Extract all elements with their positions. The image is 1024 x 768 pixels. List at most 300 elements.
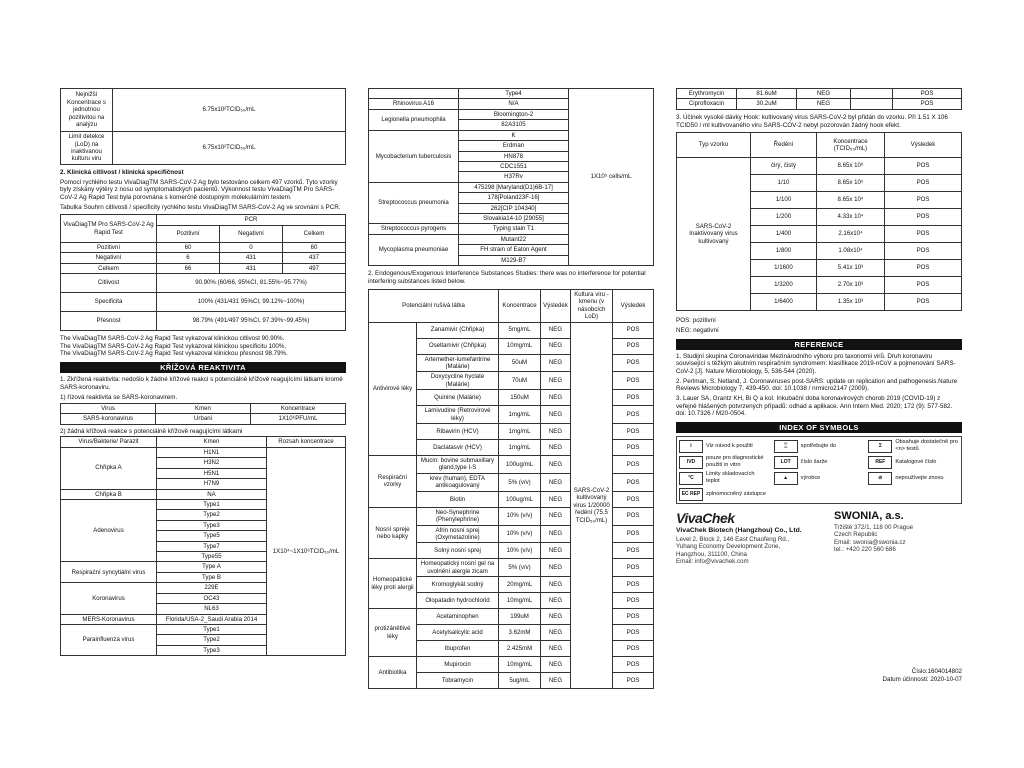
hook-dilution: 1/200 (751, 209, 817, 226)
hook-table (676, 132, 962, 311)
cont-strain: HN878 (459, 151, 569, 161)
pcr-row-label: Pozitivní (61, 242, 157, 252)
interf-header: Kultura viru - kmenu (v násobcích LoD) (571, 289, 613, 322)
cont-strain: FH strain of Eaton Agent (459, 245, 569, 255)
hook-dilution: 1/6400 (751, 294, 817, 311)
interf-culture-result: POS (613, 657, 654, 673)
interf-culture-result: POS (613, 354, 654, 372)
table-row (61, 447, 346, 457)
interf-substance: Olopatadin hydrochlorid (417, 593, 499, 609)
interf-substance: Daclatasvir (HCV) (417, 440, 499, 456)
cont-strain: Mutant22 (459, 234, 569, 244)
hook-concentration: 2.16x10⁴ (817, 226, 885, 243)
table-row (61, 293, 346, 312)
cross-strain: H3N2 (157, 458, 267, 468)
representative-name: SWONIA, a.s. (834, 510, 904, 523)
interf-concentration: 10% (v/v) (499, 507, 541, 525)
table-row (61, 253, 346, 263)
interf-result: NEG (541, 424, 571, 440)
sars-header: Kmen (156, 403, 251, 413)
table-row (677, 133, 962, 158)
interf-substance: Lamivudine (Retrovirové léky) (417, 406, 499, 424)
table-row (677, 89, 962, 99)
interf-culture-result: POS (613, 424, 654, 440)
hook-result: POS (885, 158, 962, 175)
table-row (61, 414, 346, 424)
interf-substance: Quinine (Malárie) (417, 390, 499, 406)
antibiotics-cont-table (676, 88, 962, 110)
interf-culture-result: POS (613, 372, 654, 390)
interf-culture: SARS-CoV-2 kultivovaný virus 1/20000 ředění (75.5 TCID₅₀/mL) (571, 322, 613, 689)
interf-substance: Biotin (417, 491, 499, 507)
hook-dilution: čirý, čistý (751, 158, 817, 175)
hook-sample-type: SARS-CoV-2 Inaktivovaný virus kultivovaný (677, 158, 751, 311)
hook-text: 3. Účinek vysoké dávky Hook: kultivovaný virus SARS-CoV-2 byl přidán do vzorku. Při 1.51 X 106 TCID50 / ml kultivovaného viru SARS-COV-2 nebyl pozorován žádný hook efekt. (676, 113, 948, 129)
interf-substance: Oseltamivir (Chřipka) (417, 338, 499, 354)
interf-culture-result: POS (613, 491, 654, 507)
cont-strain: N/A (459, 99, 569, 109)
cont-strain: 178[Poland23F-16] (459, 193, 569, 203)
hook-concentration: 4.33x 10⁴ (817, 209, 885, 226)
interf-concentration: 10mg/mL (499, 657, 541, 673)
interf-substance: Ciprofloxacin (677, 99, 737, 109)
table-row (61, 263, 346, 273)
table-row (369, 322, 654, 338)
pcr-value: 60 (283, 242, 346, 252)
cont-organism: Mycoplasma pneumoniae (369, 234, 459, 265)
cross-strain: Type5 (157, 531, 267, 541)
pcr-value: 431 (220, 263, 283, 273)
interf-culture (851, 89, 893, 99)
interf-category: Respirační vzorky (369, 456, 417, 508)
hook-header: Typ vzorku (677, 133, 751, 158)
symbol-entry (679, 455, 770, 469)
interf-result: NEG (541, 625, 571, 641)
lod-label: Nejnižší Koncentrace s jednotnou pozitivitou na analýzu (61, 89, 113, 132)
interf-substance: Kromoglykát sodný (417, 577, 499, 593)
pcr-value: 6 (157, 253, 220, 263)
pcr-value: 431 (220, 253, 283, 263)
pcr-metric-label: Citlivost (61, 274, 157, 293)
interf-concentration: 5% (v/v) (499, 559, 541, 577)
interf-substance: Neo-Synephrine (Phenylephrine) (417, 507, 499, 525)
symbols-grid (676, 436, 962, 504)
symbol-entry (679, 487, 770, 501)
interf-concentration: 2.425mM (499, 641, 541, 657)
cross-reactivity-title: KŘÍŽOVÁ REAKTIVITA (60, 362, 346, 373)
pcr-col-header: Negativní (220, 225, 283, 242)
cont-strain: M129-B7 (459, 255, 569, 265)
table-row (369, 89, 654, 99)
lod-value: 6.75x10²TCID₅₀/mL (113, 89, 346, 132)
symbol-entry (774, 455, 865, 469)
interf-header: Výsledek (613, 289, 654, 322)
interference-table (368, 289, 654, 690)
hook-dilution: 1/800 (751, 243, 817, 260)
hook-result: POS (885, 192, 962, 209)
interf-category: Nosní spreje nebo kapky (369, 507, 417, 559)
interf-result: NEG (541, 354, 571, 372)
pcr-value: 60 (157, 242, 220, 252)
interf-concentration: 5% (v/v) (499, 473, 541, 491)
cont-organism: Rhinovirus A16 (369, 99, 459, 109)
interf-culture (851, 99, 893, 109)
table-row (61, 312, 346, 331)
symbol-entry (868, 471, 959, 485)
effective-date: Datum účinnosti: 2020-10-07 (882, 675, 962, 683)
pcr-col-header: Pozitivní (157, 225, 220, 242)
interf-concentration: 5ug/mL (499, 673, 541, 689)
manufacturer-address (676, 536, 826, 566)
hook-dilution: 1/1600 (751, 260, 817, 277)
hook-result: POS (885, 243, 962, 260)
summary-line: The VivaDiagTM SARS-CoV-2 Ag Rapid Test vykazoval klinickou přesnost 98.79%. (60, 350, 288, 358)
cross-organism: Adenovirus (61, 499, 157, 562)
vivachek-logo: VivaChek (676, 510, 735, 527)
interf-header: Potenciální rušivá látka (369, 289, 499, 322)
interf-result: NEG (541, 641, 571, 657)
pcr-metric-value: 100% (431/431 95%CI, 99.12%~100%) (157, 293, 346, 312)
table-row (61, 215, 346, 225)
interf-culture-result: POS (613, 507, 654, 525)
pos-note: POS: pozitivní (676, 317, 716, 325)
hook-header: Ředění (751, 133, 817, 158)
address-line: tel.: +420 220 560 686 (834, 546, 896, 554)
interf-category: protizánětlivé léky (369, 609, 417, 657)
interf-culture-result: POS (613, 625, 654, 641)
table-row (61, 274, 346, 293)
interf-header: Koncentrace (499, 289, 541, 322)
interf-result: NEG (541, 406, 571, 424)
hook-header: Výsledek (885, 133, 962, 158)
hook-concentration: 1.35x 10³ (817, 294, 885, 311)
cont-strain: Typing stain T1 (459, 224, 569, 234)
column-1 (60, 88, 346, 656)
pcr-value: 437 (283, 253, 346, 263)
cross-organism: Parainfluenza virus (61, 625, 157, 656)
lod-label: Limit detekce (LoD) na inaktivanou kulturu viru (61, 132, 113, 165)
pcr-metric-value: 90.90% (60/66, 95%CI, 81.55%~95.77%) (157, 274, 346, 293)
symbol-icon: °C (679, 472, 703, 485)
symbol-label: výrobce (800, 474, 821, 481)
column-3 (676, 88, 962, 566)
interf-concentration: 1mg/mL (499, 440, 541, 456)
cross-text: 1. Zkřížená reaktivita: nedošlo k žádné křížové reakci s potenciálně křížově reagujícími látkami kromě SARS-koronaviru. (60, 375, 343, 391)
interf-concentration: 81.6uM (737, 89, 797, 99)
cont-strain: Type4 (459, 89, 569, 99)
pcr-row-label: Negativní (61, 253, 157, 263)
interf-result: NEG (541, 593, 571, 609)
interf-concentration: 100ug/mL (499, 456, 541, 474)
reference-item: 1. Studijní skupina Coronaviridae Mezinárodního výboru pro taxonomii virů. Druh koronaviru související s těžkým akutním respiračním syndromem: klasifikace 2019-nCoV a pojmenování SARS-CoV-2 [J]. Nature Microbiology, 5, 536-544 (2020). (676, 352, 956, 376)
cont-strain: CDC1551 (459, 161, 569, 171)
address-line: Email: info@vivachek.com (676, 558, 749, 566)
interf-concentration: 1mg/mL (499, 424, 541, 440)
cross-strain: Type55 (157, 552, 267, 562)
pcr-header: PCR (157, 215, 346, 225)
interf-concentration: 20mg/mL (499, 577, 541, 593)
cross-strain: Type2 (157, 635, 267, 645)
continued-cross-table (368, 88, 654, 266)
interf-concentration: 70uM (499, 372, 541, 390)
cross-strain: Type A (157, 562, 267, 572)
manufacturer-block (676, 510, 962, 566)
symbol-label: Limity skladovacích teplot (706, 471, 755, 485)
symbol-entry (868, 455, 959, 469)
cross-strain: Type2 (157, 510, 267, 520)
address-line: Hangzhou, 311100, China (676, 550, 747, 558)
interf-substance: Ribavirin (HCV) (417, 424, 499, 440)
document-number: Číslo:1604014802 (911, 668, 962, 675)
table-row (61, 89, 346, 132)
address-line: Yuhang Economy Development Zone, (676, 543, 781, 551)
symbol-icon: ⌛ (774, 440, 798, 453)
interf-result: NEG (541, 372, 571, 390)
address-line: Czech Republic (834, 531, 878, 539)
symbol-label: pouze pro diagnostické použití in vitro (706, 455, 764, 469)
hook-concentration: 8.65x 10⁵ (817, 175, 885, 192)
hook-concentration: 8.65x 10⁴ (817, 192, 885, 209)
interf-category: Homeopatické léky proti alergii (369, 559, 417, 609)
hook-dilution: 1/400 (751, 226, 817, 243)
cont-strain: 82A3105 (459, 120, 569, 130)
cont-strain: 475298 [Maryland(D1)6B-17] (459, 182, 569, 192)
cont-strain: Slovakia14-10 [29055] (459, 214, 569, 224)
interf-header: Výsledek (541, 289, 571, 322)
cross-header: Virus/Bakterie/ Parazit (61, 437, 157, 447)
interf-substance: Tobramycin (417, 673, 499, 689)
interf-substance: Mupirocin (417, 657, 499, 673)
symbol-label: spotřebujte do (800, 442, 837, 449)
cont-strain: Erdman (459, 141, 569, 151)
symbol-label: Viz návod k použití (706, 442, 753, 449)
pcr-corner: VivaDiagTM Pro SARS-CoV-2 Ag Rapid Test (61, 215, 157, 242)
summary-line: The VivaDiagTM SARS-CoV-2 Ag Rapid Test vykazoval klinickou specificitu 100%. (60, 342, 287, 350)
pcr-metric-value: 98.79% (491/497 95%CI, 97.39%~99.45%) (157, 312, 346, 331)
interf-concentration: 100ug/mL (499, 491, 541, 507)
hook-result: POS (885, 209, 962, 226)
interf-result: NEG (797, 89, 851, 99)
symbol-icon: ⊘ (868, 472, 892, 485)
interf-substance: Acetylsalicylic acid (417, 625, 499, 641)
cont-organism (369, 89, 459, 99)
interf-result: NEG (541, 390, 571, 406)
interf-substance: Ibuprofen (417, 641, 499, 657)
interf-culture-result: POS (613, 525, 654, 543)
address-line: Level 2, Block 2, 146 East Chaofeng Rd., (676, 535, 790, 543)
pcr-value: 66 (157, 263, 220, 273)
interf-result: NEG (541, 577, 571, 593)
interf-result: NEG (541, 525, 571, 543)
cross-organism: Respirační syncytiální virus (61, 562, 157, 583)
interf-culture-result: POS (613, 673, 654, 689)
summary-lines (60, 335, 346, 358)
symbol-entry (868, 439, 959, 453)
interf-substance: krev (human), EDTA antikoagulovaný (417, 473, 499, 491)
interf-culture-result: POS (613, 406, 654, 424)
table-row (677, 99, 962, 109)
cross-organism: Chřipka A (61, 447, 157, 489)
hook-concentration: 1.08x10⁴ (817, 243, 885, 260)
symbol-label: číslo šarže (800, 458, 828, 465)
interf-culture-result: POS (613, 641, 654, 657)
interf-substance: Erythromycin (677, 89, 737, 99)
document-footer (676, 668, 962, 683)
interf-concentration: 10% (v/v) (499, 525, 541, 543)
interf-result: NEG (541, 543, 571, 559)
interf-substance: Acetaminophen (417, 609, 499, 625)
interf-substance: Artemether-lumefantrine (Malárie) (417, 354, 499, 372)
interf-result: NEG (541, 507, 571, 525)
interf-concentration: 10mg/mL (499, 338, 541, 354)
cont-strain: K (459, 130, 569, 140)
interf-result: NEG (541, 322, 571, 338)
lod-value: 6.75x10²TCID₅₀/mL (113, 132, 346, 165)
column-2 (368, 88, 654, 689)
cross-strain: OC43 (157, 593, 267, 603)
symbol-entry (679, 439, 770, 453)
cross-sub2: 2) žádná křížová reakce s potenciálně křížově reagujícími látkami (60, 427, 243, 435)
interf-culture-result: POS (613, 559, 654, 577)
symbol-label: zplnomocněný zástupce (706, 490, 767, 497)
cont-concentration: 1X10⁵ cells/mL (569, 89, 654, 266)
interf-culture-result: POS (613, 338, 654, 354)
table-row (61, 132, 346, 165)
hook-concentration: 2.70x 10³ (817, 277, 885, 294)
pcr-table (60, 214, 346, 331)
section2-text: Pomocí rychlého testu VivaDiagTM SARS-CoV-2 Ag bylo testováno celkem 497 vzorků. Tyto vzorky byly získány výtěry z nosu od symptomatických pacientů. Výkonnost testu VivaDiagTM Pro SARS-CoV-2 Ag Rapid Test byla porovnána s komerčně dostupným molekulárním testem. (60, 178, 338, 202)
interf-concentration: 5mg/mL (499, 322, 541, 338)
symbol-icon: IVD (679, 456, 703, 469)
pcr-col-header: Celkem (283, 225, 346, 242)
manufacturer-name: VivaChek Biotech (Hangzhou) Co., Ltd. (676, 527, 802, 535)
reference-item: 3. Lauer SA, Grantz KH, Bi Q a kol. Inkubační doba koronavirových chorob 2019 (COVID-19) z veřejně hlášených potvrzených případů: odhad a aplikace. Ann Intern Med. 2020; 172 (9): 577-582. doi: 10.7326 / M20-0504. (676, 395, 953, 418)
interf-concentration: 1mg/mL (499, 406, 541, 424)
symbol-entry (774, 439, 865, 453)
interf-culture-result: POS (893, 89, 962, 99)
table-row (61, 403, 346, 413)
reference-list (676, 353, 962, 418)
hook-result: POS (885, 277, 962, 294)
cross-organism: Chřipka B (61, 489, 157, 499)
cont-strain: Bloomington-2 (459, 109, 569, 119)
hook-result: POS (885, 294, 962, 311)
symbol-icon: EC REP (679, 488, 703, 501)
symbols-title: INDEX OF SYMBOLS (676, 422, 962, 433)
interf-result: NEG (541, 609, 571, 625)
interf-concentration: 3.62mM (499, 625, 541, 641)
interf-concentration: 199uM (499, 609, 541, 625)
table-row (61, 437, 346, 447)
cross-header: Kmen (157, 437, 267, 447)
cross-strain: H5N1 (157, 468, 267, 478)
cross-strain: Type3 (157, 645, 267, 655)
reference-item: 2. Perlman, S. Netland, J. Coronaviruses post-SARS: update on replication and pathogenesis.Nature Reviews Microbiology 7, 439-450. doi: 10.1038 / nrmicro2147 (2009). (676, 377, 958, 393)
representative-address (834, 524, 913, 554)
cross-strain: Type3 (157, 520, 267, 530)
interf-substance: Homeopatický nosní gel na uvolnění alergie zicam (417, 559, 499, 577)
interf-category: Antibiotika (369, 657, 417, 689)
cont-strain: 262[CIP 104340] (459, 203, 569, 213)
symbol-label: nepoužívejte znovu (895, 474, 944, 481)
pcr-value: 0 (220, 242, 283, 252)
hook-header: Koncentrace (TCID₅₀/mL) (817, 133, 885, 158)
interf-category: Antivirové léky (369, 322, 417, 456)
symbol-icon: LOT (774, 456, 798, 469)
hook-result: POS (885, 260, 962, 277)
interf-substance: Mucin: bovine submaxillary gland,type I-S (417, 456, 499, 474)
interf-result: NEG (541, 559, 571, 577)
interf-culture-result: POS (613, 593, 654, 609)
interf-result: NEG (541, 657, 571, 673)
pcr-metric-label: Přesnost (61, 312, 157, 331)
interf-concentration: 10% (v/v) (499, 543, 541, 559)
hook-dilution: 1/100 (751, 192, 817, 209)
interf-culture-result: POS (613, 456, 654, 474)
hook-dilution: 1/10 (751, 175, 817, 192)
cross-header: Rozsah koncentrace (267, 437, 346, 447)
neg-note: NEG: negativní (676, 326, 719, 334)
symbol-label: Obsahuje dostatečně pro <n> testů (895, 439, 958, 453)
cross-strain: Type B (157, 572, 267, 582)
interf-concentration: 30.2uM (737, 99, 797, 109)
cross-sub1: 1) řízová reaktivita se SARS-koronavirem. (60, 394, 178, 402)
symbol-label: Katalogové číslo (895, 458, 937, 465)
interf-concentration: 10mg/mL (499, 593, 541, 609)
pcr-value: 497 (283, 263, 346, 273)
cont-organism: Streptococcus pyrogens (369, 224, 459, 234)
cross-strain: NL63 (157, 604, 267, 614)
hook-result: POS (885, 175, 962, 192)
interf-concentration: 150uM (499, 390, 541, 406)
cross-organism: MERS-Koronavirus (61, 614, 157, 624)
symbol-icon: REF (868, 456, 892, 469)
hook-concentration: 5.41x 10³ (817, 260, 885, 277)
sars-table (60, 403, 346, 425)
symbol-entry (679, 471, 770, 485)
cross-organism: Koronavirus (61, 583, 157, 614)
hook-concentration: 8.65x 10⁶ (817, 158, 885, 175)
cont-organism: Legionella pneumophila (369, 109, 459, 130)
cross-strain: Type1 (157, 499, 267, 509)
address-line: Tržiště 372/1, 118 00 Prague (834, 523, 914, 531)
sars-value: 1X10⁶PFU/mL (251, 414, 346, 424)
interf-culture-result: POS (893, 99, 962, 109)
symbol-icon: Σ (868, 440, 892, 453)
symbol-icon: ▲ (774, 472, 798, 485)
sars-header: Virus (61, 403, 156, 413)
pcr-row-label: Celkem (61, 263, 157, 273)
cross-strain: 229E (157, 583, 267, 593)
lod-table (60, 88, 346, 165)
cont-strain: H37Rv (459, 172, 569, 182)
summary-line: The VivaDiagTM SARS-CoV-2 Ag Rapid Test vykazoval klinickou citlivost 90.90%. (60, 335, 285, 343)
interf-substance: Zanamivir (Chřipka) (417, 322, 499, 338)
sars-value: Urbani (156, 414, 251, 424)
interf-culture-result: POS (613, 543, 654, 559)
representative-info (834, 510, 913, 566)
interf-result: NEG (541, 473, 571, 491)
symbol-icon: i (679, 440, 703, 453)
interf-culture-result: POS (613, 390, 654, 406)
interf-substance: Afrin nosní sprej (Oxymetazoline) (417, 525, 499, 543)
pcr-metric-label: Specificita (61, 293, 157, 312)
cross-strain: Type1 (157, 625, 267, 635)
interference-text: 2. Endogenous/Exogenous Interference Substances Studies: there was no interference for potential interfering substances listed below. (368, 270, 646, 285)
interf-result: NEG (541, 440, 571, 456)
interf-substance: Doxycycline hyclate (Malárie) (417, 372, 499, 390)
interf-culture-result: POS (613, 322, 654, 338)
